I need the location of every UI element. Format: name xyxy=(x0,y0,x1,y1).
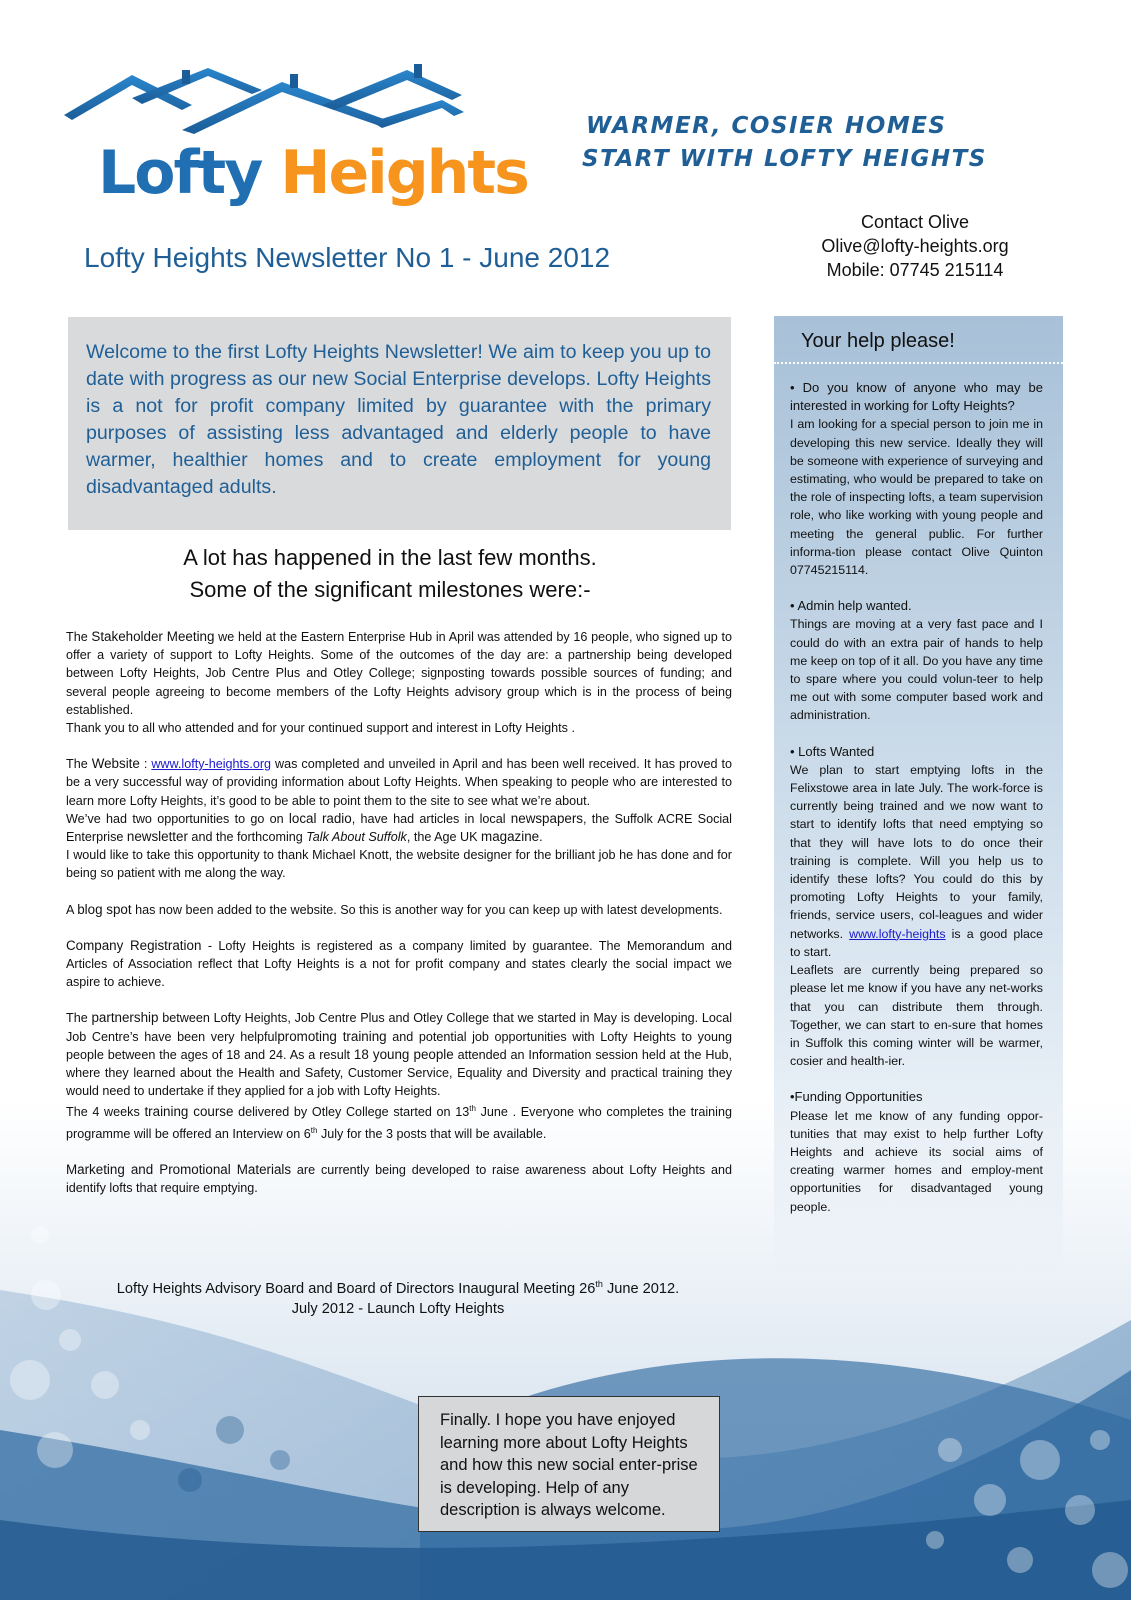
stakeholder-paragraph: The Stakeholder Meeting we held at the Eastern Enterprise Hub in April was attended by 16 people, who signed up to offer a variety of support to Lofty Heights. Some of the outcomes of the day are: a partnership being developed between Lofty Heights, Job Centre Plus and Otley College; signposting towards possible sources of funding; and several people agreeing to become members of the Lofty Heights advisory group which is in the process of being established. xyxy=(66,629,732,717)
contact-email[interactable]: Olive@lofty-heights.org xyxy=(821,236,1009,256)
training-paragraph: The 4 weeks training course delivered by Otley College started on 13th June . Everyone who completes the training programme will be offered an Interview on 6th July for the 3 posts that will be available. xyxy=(66,1104,732,1142)
newsletter-title: Lofty Heights Newsletter No 1 - June 2012 xyxy=(84,242,611,273)
closing-note: Finally. I hope you have enjoyed learning more about Lofty Heights and how this new social enter-prise is developing. Help of any description is always welcome. xyxy=(418,1396,720,1532)
sidebar-website-link[interactable]: www.lofty-heights xyxy=(849,926,946,941)
marketing-paragraph: Marketing and Promotional Materials are currently being developed to raise awareness about Lofty Heights and identify lofts that require emptying. xyxy=(66,1162,732,1196)
board-meeting-line: Lofty Heights Advisory Board and Board of Directors Inaugural Meeting 26th June 2012. xyxy=(116,1279,680,1297)
sidebar-divider xyxy=(774,362,1063,364)
contact-mobile: Mobile: 07745 215114 xyxy=(826,260,1004,280)
tagline-line-1: WARMER, COSIER HOMES xyxy=(586,113,947,139)
blog-paragraph: A blog spot has now been added to the website. So this is another way for you can keep up with latest developments. xyxy=(66,901,723,917)
help-sidebar xyxy=(774,316,1063,1278)
logo-wordmark: Lofty Heights xyxy=(98,138,528,208)
website-link[interactable]: www.lofty-heights.org xyxy=(151,757,272,772)
milestones-line-2: Some of the significant milestones were:- xyxy=(189,577,591,602)
sidebar-item-lofts-wanted: • Lofts Wanted We plan to start emptying lofts in the Felixstowe area in late July. The work-force is currently being trained and we now want to start to identify lofts that need emptying so that they will have lots to do once their training is complete. Will you help us to identify these lofts? You could do this by promoting Lofty Heights to your family, friends, service users, col-leagues and wider networks. www.lofty-heights is a good place to start. Leaflets are currently being prepared so please let me know if you have any net-works that you can distribute them through. Together, we can start to en-sure that homes in Suffolk this coming winter will be warmer, cosier and health-ier. xyxy=(790,743,1044,1069)
thanks-paragraph: Thank you to all who attended and for your continued support and interest in Lofty Heights . xyxy=(66,721,575,736)
tagline xyxy=(582,110,987,176)
registration-paragraph: Company Registration - Lofty Heights is registered as a company limited by guarantee. The Memorandum and Articles of Association reflect that Lofty Heights is a not for profit company and states clearly the social impact we aspire to achieve. xyxy=(66,937,732,990)
sidebar-item-funding: •Funding Opportunities Please let me know of any funding oppor-tunities that may exist to help further Lofty Heights and achieve its social aims of creating warmer homes and employ-ment opportunities for disadvantaged young people. xyxy=(790,1089,1043,1214)
website-paragraph: The Website : www.lofty-heights.org was completed and unveiled in April and has been well received. It has proved to be a very successful way of providing information about Lofty Heights. When speaking to people who are interested to learn more Lofty Heights, it’s good to be able to point them to the site to see what we’re about. xyxy=(66,756,733,808)
contact-label: Contact Olive xyxy=(860,212,970,232)
media-paragraph: We’ve had two opportunities to go on local radio, have had articles in local newspapers, the Suffolk ACRE Social Enterprise newsletter and the forthcoming Talk About Suffolk, the Age UK magazine. xyxy=(66,810,732,845)
tagline-line-2: START WITH LOFTY HEIGHTS xyxy=(582,146,987,172)
lofty-heights-logo xyxy=(62,60,528,220)
welcome-panel xyxy=(68,317,731,530)
launch-line: July 2012 - Launch Lofty Heights xyxy=(291,1300,505,1317)
milestones-line-1: A lot has happened in the last few months. xyxy=(183,545,597,570)
sidebar-item-admin-help: • Admin help wanted. Things are moving at a very fast pace and I could do with an extra pair of hands to help me keep on top of it all. Do you have any time to spare where you could volun-teer to help me out with some computer based work and administration. xyxy=(790,598,1043,723)
sidebar-title: Your help please! xyxy=(801,330,955,352)
designer-thanks-paragraph: I would like to take this opportunity to thank Michael Knott, the website designer for the brilliant job he has done and for being so patient with me along the way. xyxy=(66,848,732,881)
main-article xyxy=(66,628,732,1216)
welcome-text: Welcome to the first Lofty Heights Newsletter! We aim to keep you up to date with progress as our new Social Enterprise develops. Lofty Heights is a not for profit company limited by guarantee with the primary purposes of assisting less advantaged and elderly people to have warmer, healthier homes and to create employment for young disadvantaged adults. xyxy=(86,341,711,498)
milestones-heading xyxy=(68,542,712,606)
contact-block xyxy=(795,210,1035,282)
sidebar-item-recruitment: • Do you know of anyone who may be interested in working for Lofty Heights? I am looking for a special person to join me in developing this new service. Ideally they will be someone with experience of surveying and estimating, who would be prepared to take on the role of inspecting lofts, a team supervision role, who like working with young people and meeting the general public. For further informa-tion please contact Olive Quinton 07745215114. xyxy=(790,380,1043,578)
upcoming-events xyxy=(66,1274,730,1319)
partnership-paragraph: The partnership between Lofty Heights, Job Centre Plus and Otley College that we started in May is developing. Local Job Centre’s have been very helpfulpromoting training and potential job opportunities with Lofty Heights to young people between the ages of 18 and 24. As a result 18 young people attended an Information session held at the Hub, where they learned about the Health and Safety, Customer Service, Equality and Diversity and practical training they would need to undertake if they applied for a job with Lofty Heights. xyxy=(66,1010,733,1099)
